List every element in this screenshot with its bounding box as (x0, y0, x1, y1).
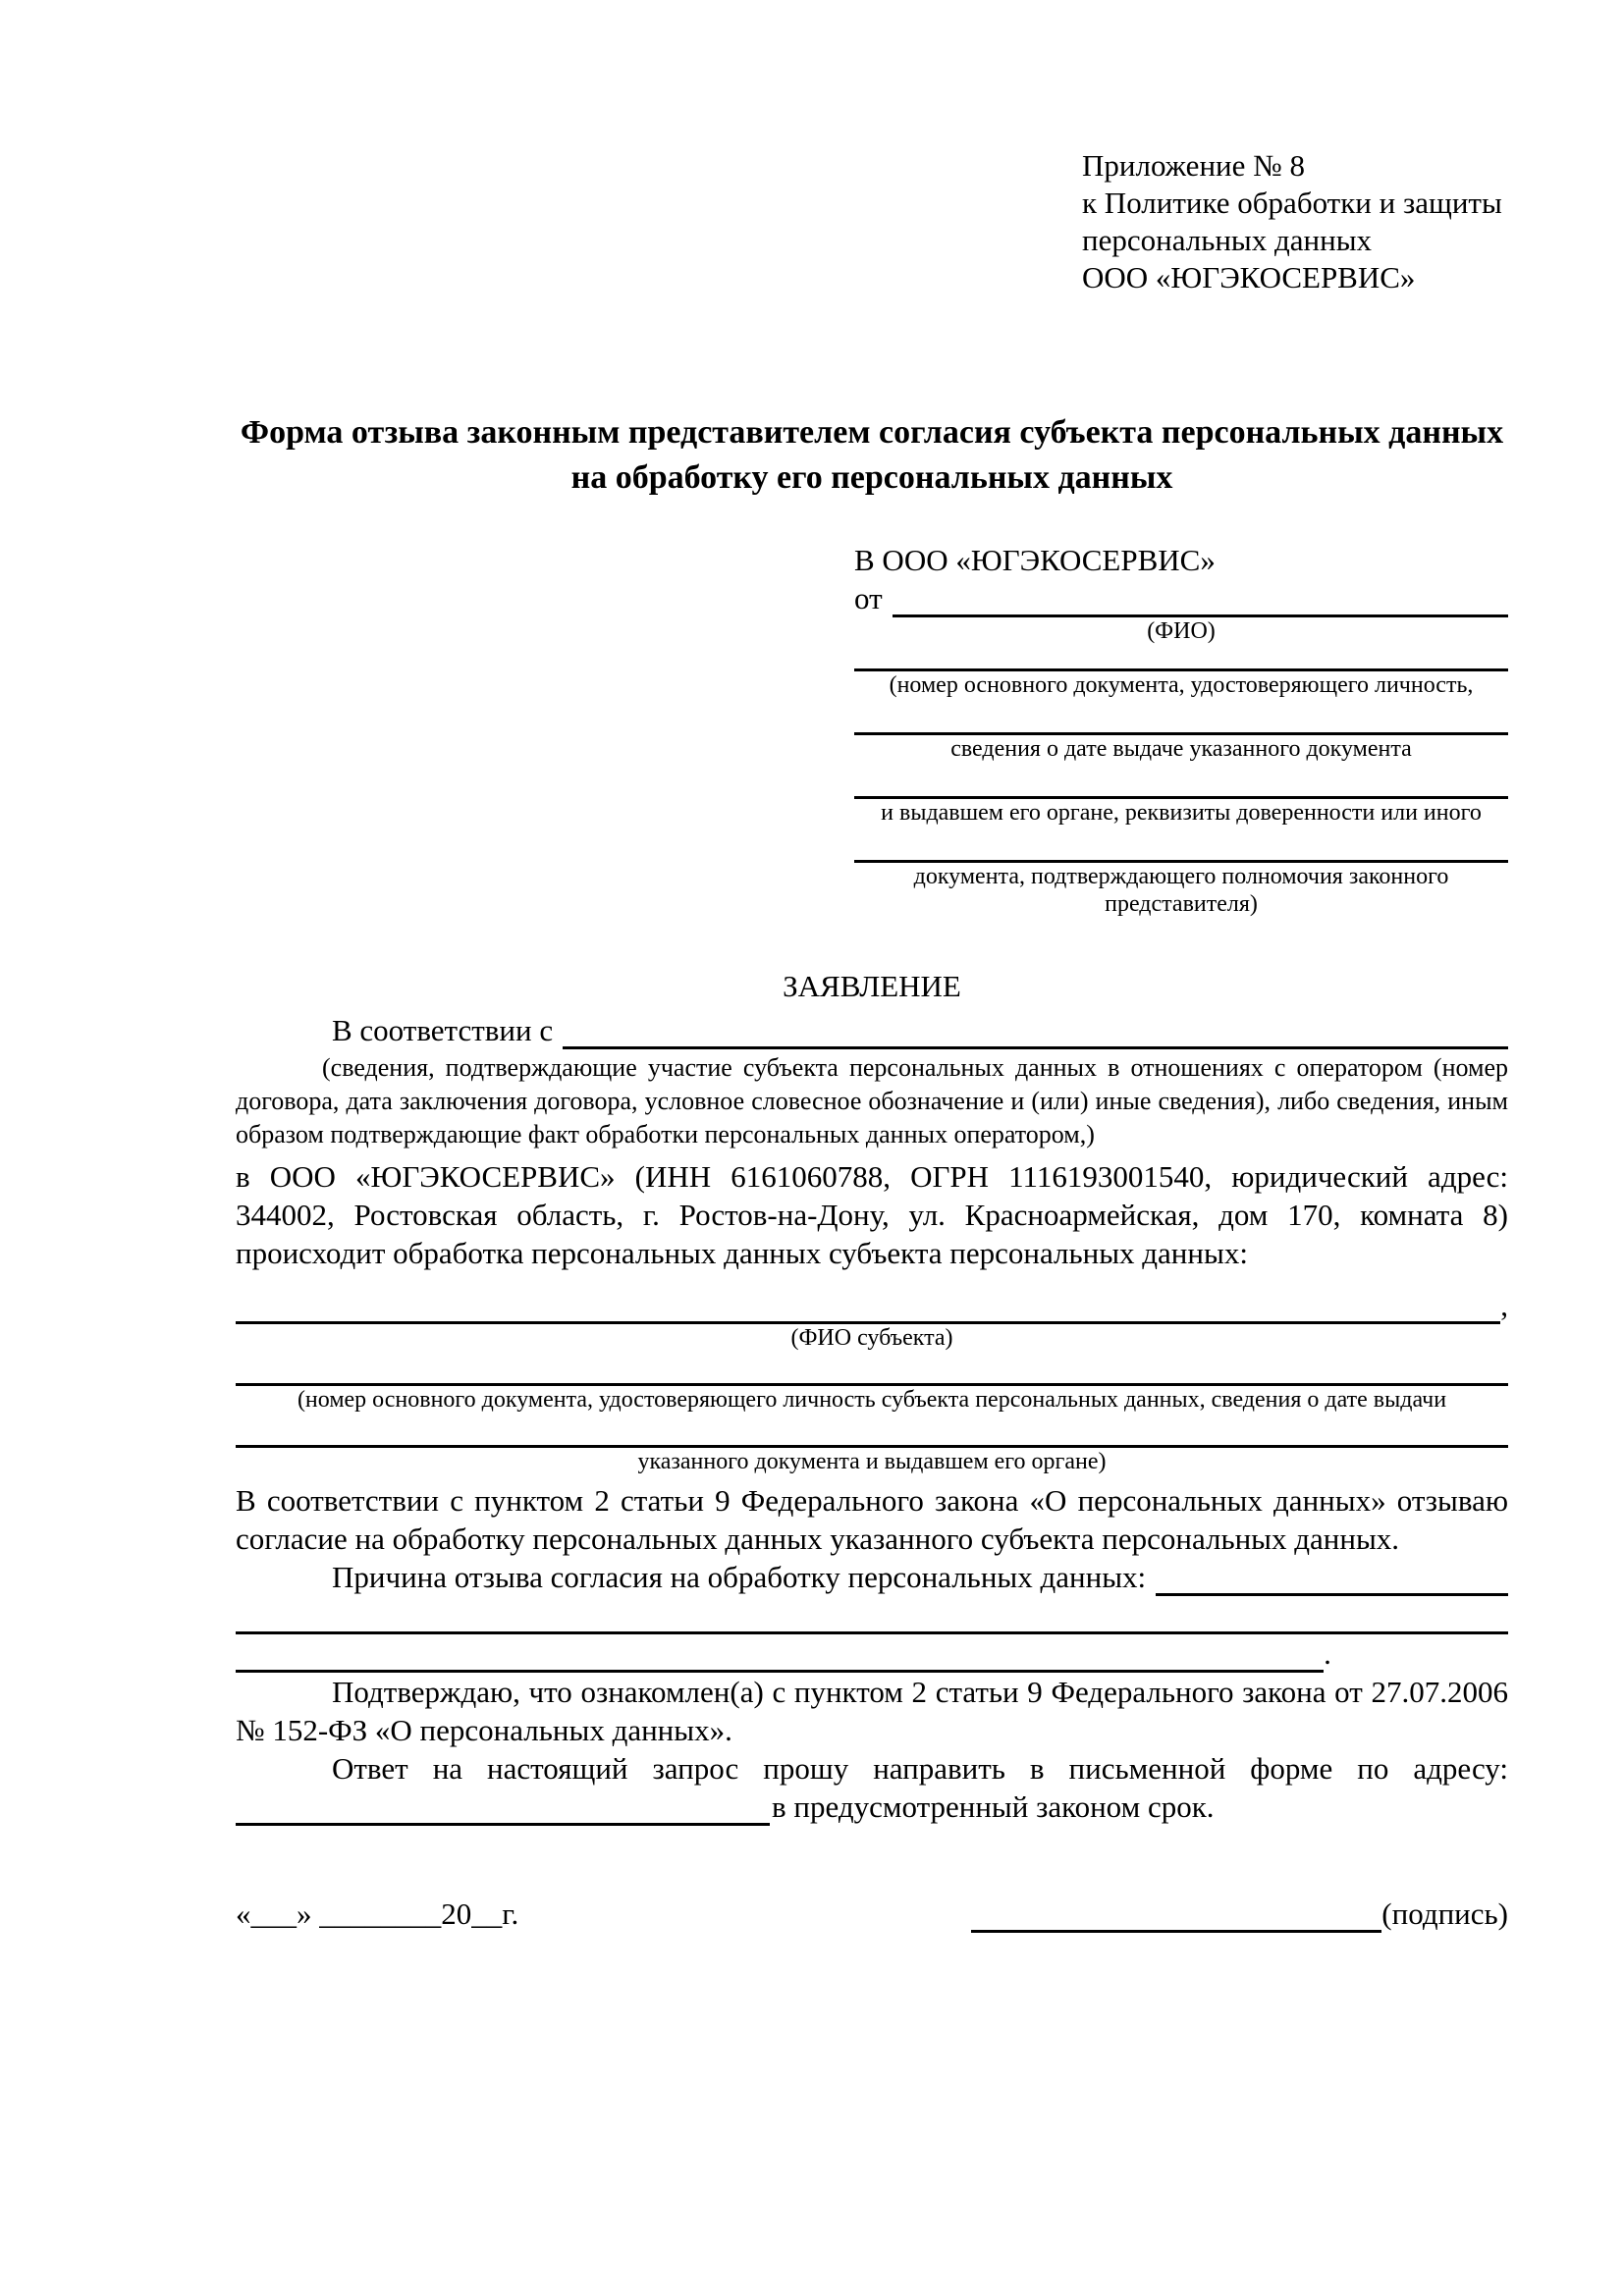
signature-caption: (подпись) (1381, 1896, 1508, 1931)
subject-fio-comma: , (1500, 1288, 1508, 1322)
subject-fio-caption: (ФИО субъекта) (790, 1325, 953, 1351)
addressee-block (854, 541, 1508, 918)
reason-blank-1 (1156, 1558, 1508, 1596)
reply-address-blank (236, 1788, 770, 1826)
reply-address-line (236, 1788, 1508, 1826)
footer-row (236, 1895, 1508, 1933)
representative-name-blank (893, 579, 1508, 617)
addressee-to: В ООО «ЮГЭКОСЕРВИС» (854, 543, 1216, 577)
from-line (854, 579, 1508, 617)
document-title: Форма отзыва законным представителем согласия субъекта персональных данных на обработку его персональных данных (240, 414, 1504, 496)
subject-fio-blank (236, 1286, 1500, 1324)
intro-note: (сведения, подтверждающие участие субъекта персональных данных в отношениях с оператором (номер договора, дата заключения договора, условное словесное обозначение и (или) иные сведения), либо сведения, иным образом подтверждающие факт обработки персональных данных оператором,) (236, 1053, 1508, 1148)
representative-doc-blank-1 (854, 645, 1508, 671)
reason-period: . (1324, 1636, 1331, 1671)
operator-paragraph: в ООО «ЮГЭКОСЕРВИС» (ИНН 6161060788, ОГРН 1116193001540, юридический адрес: 344002, Ростовская область, г. Ростов-на-Дону, ул. Красноармейская, дом 170, комната 8) происходит обработка персональных данных субъекта персональных данных: (236, 1159, 1508, 1270)
fio-caption: (ФИО) (1147, 618, 1216, 644)
representative-doc-blank-3 (854, 763, 1508, 799)
signature-group (971, 1895, 1508, 1933)
reason-blank-3-line (236, 1634, 1508, 1673)
intro-blank (563, 1011, 1508, 1049)
appendix-line-3: персональных данных (1082, 223, 1373, 257)
representative-doc-caption-4: документа, подтверждающего полномочия законного представителя) (913, 864, 1449, 917)
representative-doc-caption-3: и выдавшем его органе, реквизиты доверенности или иного (881, 800, 1482, 826)
appendix-line-1: Приложение № 8 (1082, 148, 1305, 183)
appendix-line-4: ООО «ЮГЭКОСЕРВИС» (1082, 260, 1416, 294)
from-label: от (854, 581, 883, 615)
statement-heading: ЗАЯВЛЕНИЕ (783, 969, 961, 1003)
subject-doc-blank-1 (236, 1352, 1508, 1386)
reason-line (236, 1558, 1508, 1596)
intro-prefix: В соответствии с (332, 1013, 554, 1047)
reason-prefix: Причина отзыва согласия на обработку персональных данных: (332, 1560, 1147, 1594)
reply-prefix-line: Ответ на настоящий запрос прошу направить в письменной форме по адресу: (332, 1751, 1508, 1786)
reason-blank-3 (236, 1634, 1324, 1673)
subject-doc-caption-1: (номер основного документа, удостоверяющего личность субъекта персональных данных, сведения о дате выдачи (297, 1387, 1447, 1413)
appendix-header (1082, 147, 1508, 296)
reason-blank-2 (236, 1596, 1508, 1634)
appendix-line-2: к Политике обработки и защиты (1082, 186, 1502, 220)
subject-doc-blank-2 (236, 1414, 1508, 1448)
intro-line (236, 1011, 1508, 1049)
withdraw-paragraph: В соответствии с пунктом 2 статьи 9 Федерального закона «О персональных данных» отзываю согласие на обработку персональных данных указанного субъекта персональных данных. (236, 1483, 1508, 1556)
representative-doc-caption-2: сведения о дате выдаче указанного документа (950, 736, 1412, 762)
representative-doc-blank-4 (854, 827, 1508, 863)
date-line: «___» ________20__г. (236, 1896, 519, 1931)
subject-fio-line (236, 1286, 1508, 1324)
signature-blank (971, 1895, 1381, 1933)
subject-doc-caption-2: указанного документа и выдавшем его органе) (637, 1449, 1107, 1474)
reply-suffix: в предусмотренный законом срок. (772, 1789, 1215, 1824)
representative-doc-caption-1: (номер основного документа, удостоверяющего личность, (889, 672, 1474, 698)
confirm-paragraph: Подтверждаю, что ознакомлен(а) с пунктом 2 статьи 9 Федерального закона от 27.07.2006 № 152-ФЗ «О персональных данных». (236, 1675, 1508, 1747)
representative-doc-blank-2 (854, 699, 1508, 735)
